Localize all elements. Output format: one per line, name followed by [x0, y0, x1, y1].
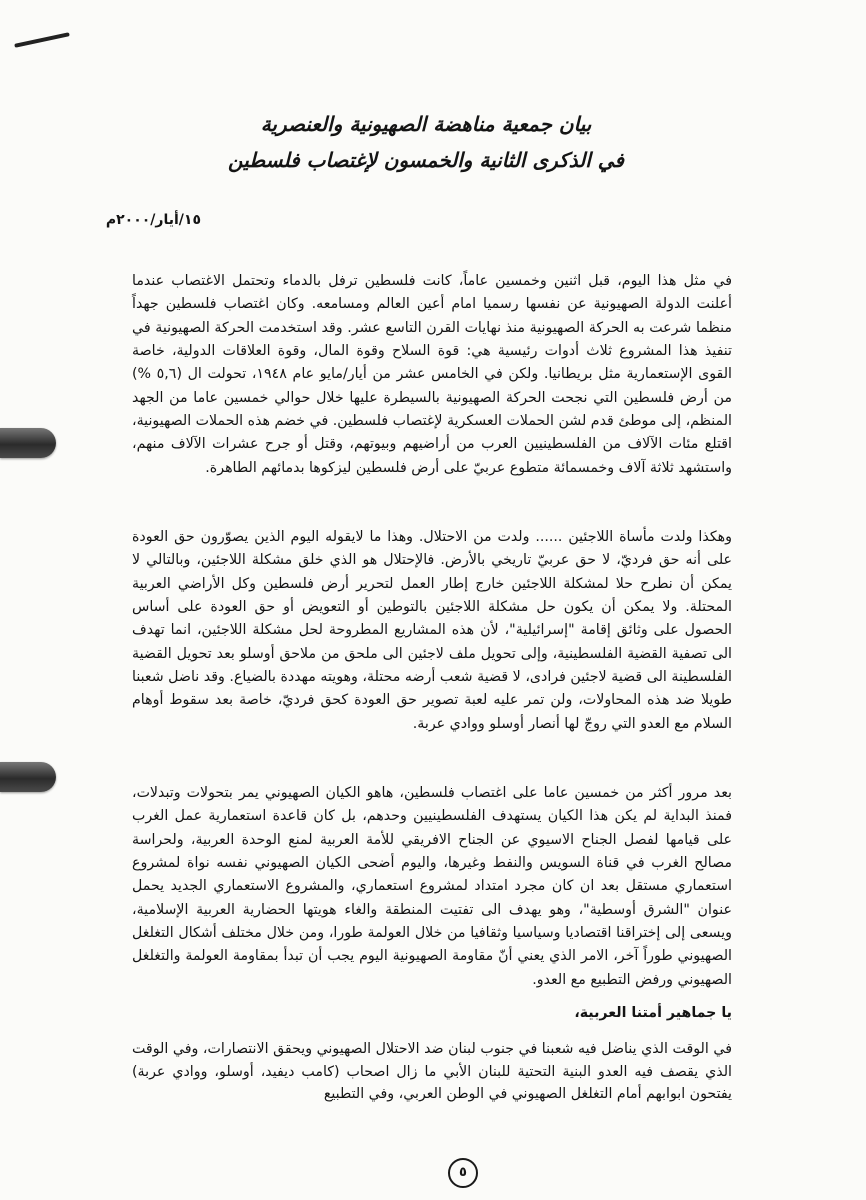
page-number: ٥: [448, 1158, 478, 1188]
binder-hole: [0, 428, 56, 458]
body-paragraph: في الوقت الذي يناضل فيه شعبنا في جنوب لبنان ضد الاحتلال الصهيوني ويحقق الانتصارات، وفي الوقت الذي يقصف فيه العدو البنية التحتية للبنان الأبي ما زال اصحاب (كامب ديفيد، أوسلو، ووادي عربة) يفتحون ابوابهم أمام التغلغل الصهيوني في الوطن العربي، وفي التطبيع: [132, 1041, 732, 1103]
body-paragraph: وهكذا ولدت مأساة اللاجئين ...... ولدت من الاحتلال. وهذا ما لايقوله اليوم الذين يصوّرون حق العودة على أنه حق فرديّ، لا حق عربيّ تاريخي بالأرض. فالإحتلال هو الذي خلق مشكلة اللاجئين، وبالتالي لا يمكن أن نطرح حلا لمشكلة اللاجئين خارج إطار العمل لتحرير أرض فلسطين وكل الأراضي العربية المحتلة. ولا يمكن أن يكون حل مشكلة اللاجئين بالتوطين أو التعويض أو حق العودة على أساس الحصول على وثائق إقامة "إسرائيلية"، لأن هذه المشاريع المطروحة لحل مشكلة اللاجئين، انما تهدف الى تصفية القضية الفلسطينية، وإلى تحويل ملف لاجئين الى ملحق من ملاحق أوسلو بعد تحويل القضية الفلسطينة الى قضية لاجئين فرادى، لا قضية شعب أرضه محتلة، وهويته مهددة بالضياع. وقد ناضل شعبنا طويلا ضد هذه المحاولات، ولن تمر عليه لعبة تصوير حق العودة كحق فرديّ، خاصة بعد سقوط أوهام السلام مع العدو التي روجّ لها أنصار أوسلو ووادي عربة.: [132, 529, 732, 732]
body-paragraph: بعد مرور أكثر من خمسين عاما على اغتصاب فلسطين، هاهو الكيان الصهيوني يمر بتحولات وتبدلات، فمنذ البداية لم يكن هذا الكيان يستهدف الفلسطينيين وحدهم، بل كان قاعدة استعمارية عمل الغرب على قيامها لفصل الجناح الاسيوي عن الجناح الافريقي للأمة العربية لمنع الوحدة العربية، ولحراسة مصالح الغرب في قناة السويس والنفط وغيرها، واليوم أضحى الكيان الصهيوني نفسه نواة لمشروع استعماري مستقل بعد ان كان مجرد امتداد لمشروع استعماري، والمشروع الاستعماري الجديد يحمل عنوان "الشرق أوسطية"، وهو يهدف الى تفتيت المنطقة والغاء هويتها الحضارية العربية الإسلامية، ويسعى إلى إختراقنا اقتصاديا وسياسيا وثقافيا من خلال العولمة طورا، ومن خلال مختلف أشكال التغلغل الصهيوني طوراً آخر، الامر الذي يعني أنّ مقاومة الصهيونية اليوم يجب أن تبدأ بمقاومة العولمة والتغلغل الصهيوني ورفض التطبيع مع العدو.: [132, 785, 732, 988]
document-title: بيان جمعية مناهضة الصهيونية والعنصرية: [260, 112, 592, 136]
body-paragraph: في مثل هذا اليوم، قبل اثنين وخمسين عاماً، كانت فلسطين ترفل بالدماء وتحتمل الاغتصاب عندما أعلنت الدولة الصهيونية عن نفسها رسميا امام أعين العالم ومسامعه. وكان اغتصاب فلسطين جهداً منظما شرعت به الحركة الصهيونية منذ نهايات القرن التاسع عشر. وقد استخدمت الحركة الصهيونية في تنفيذ هذا المشروع ثلاث أدوات رئيسية هي: قوة السلاح وقوة المال، وقوة العلاقات الدولية، خاصة القوى الإستعمارية مثل بريطانيا. ولكن في الخامس عشر من أيار/مايو عام ١٩٤٨، تحولت ال (٥,٦ %) من أرض فلسطين التي نجحت الحركة الصهيونية بالسيطرة عليها خلال حوالي خمسين عاما من الجهد المنظم، إلى موطئ قدم لشن الحملات العسكرية لإغتصاب فلسطين. في خضم هذه الحملات الصهيونية، اقتلع مئات الآلاف من الفلسطينيين العرب من أراضيهم وبيوتهم، وقتل أو جرح عشرات الآلاف منهم، واستشهد ثلاثة آلاف وخمسمائة متطوع عربيّ على أرض فلسطين ليزكوها بدمائهم الطاهرة.: [132, 273, 732, 476]
pen-mark: [14, 32, 70, 48]
document-subtitle: في الذكرى الثانية والخمسون لإغتصاب فلسطين: [227, 148, 624, 172]
section-heading: يا جماهير أمتنا العربية،: [574, 1005, 732, 1021]
document-date: ١٥/أيار/٢٠٠٠م: [105, 212, 201, 228]
binder-hole: [0, 762, 56, 792]
